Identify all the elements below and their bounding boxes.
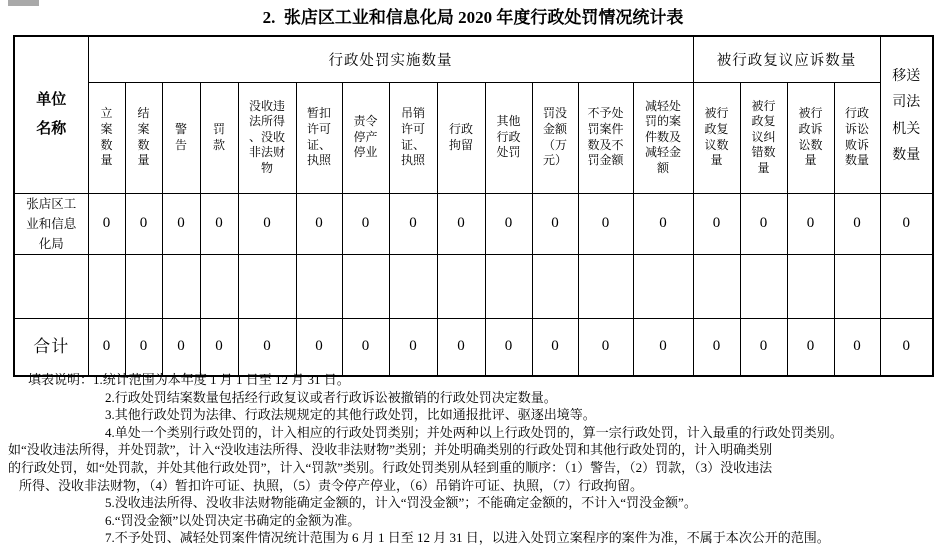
column-header-label: 吊销许可证、执照 [400,106,425,168]
column-header [200,82,238,193]
column-header-label: 责令停产停业 [353,114,378,160]
note-line: 3.其他行政处罚为法律、行政法规规定的其他行政处罚，比如通报批评、驱逐出境等。 [105,407,596,423]
value-cell: 0 [485,318,532,376]
value-cell: 0 [88,193,125,254]
value-cell: 0 [880,193,933,254]
value-cell: 0 [437,318,485,376]
note-line: 所得、没收非法财物，（4）暂扣许可证、执照，（5）责令停产停业，（6）吊销许可证、执照，（7）行政拘留。 [19,477,644,493]
column-header-label: 其他行政处罚 [496,114,521,160]
column-header [296,82,342,193]
value-cell [437,254,485,318]
value-cell: 0 [389,193,437,254]
value-cell [162,254,200,318]
value-cell: 0 [693,318,740,376]
value-cell: 0 [389,318,437,376]
value-cell: 0 [787,318,834,376]
column-header-label: 警告 [174,121,187,152]
table-row [14,193,933,254]
form-notes [8,371,942,547]
column-header [238,82,296,193]
transfer-judicial-header [880,36,933,193]
column-header [532,82,578,193]
column-header-label: 被行政诉讼数量 [798,106,823,168]
note-line: 如“没收违法所得，并处罚款”，计入“没收违法所得、没收非法财物”类别；并处明确类别的行政处罚和其他行政处罚的，计入明确类别 [8,442,773,458]
column-header [389,82,437,193]
value-cell: 0 [485,193,532,254]
column-header [485,82,532,193]
penalty-implementation-group-header: 行政处罚实施数量 [88,36,693,82]
value-cell: 0 [633,193,693,254]
value-cell: 0 [693,193,740,254]
review-litigation-group-header: 被行政复议应诉数量 [693,36,880,82]
column-header-label: 没收违法所得、没收非法财物 [248,98,285,175]
value-cell: 0 [296,193,342,254]
value-cell [342,254,389,318]
column-header-label: 被行政复议数量 [704,106,729,168]
value-cell [834,254,880,318]
column-header-label: 被行政复议纠错数量 [751,98,776,175]
column-header-label: 减轻处罚的案件数及减轻金额 [644,98,681,175]
value-cell: 0 [787,193,834,254]
column-header-label: 立案数量 [100,106,113,168]
note-line: 的行政处罚，如“处罚款，并处其他行政处罚”，计入“罚款”类别。行政处罚类别从轻到重的顺序：（1）警告，（2）罚款，（3）没收违法 [8,459,773,475]
unit-name-header-label: 单位名称 [36,91,67,137]
value-cell: 0 [532,318,578,376]
value-cell: 0 [532,193,578,254]
unit-name-text: 合计 [33,336,70,356]
column-header [578,82,633,193]
value-cell: 0 [834,318,880,376]
column-header [162,82,200,193]
value-cell [633,254,693,318]
value-cell [578,254,633,318]
value-cell [200,254,238,318]
column-header [88,82,125,193]
value-cell [693,254,740,318]
value-cell: 0 [740,318,787,376]
value-cell: 0 [437,193,485,254]
unit-name-cell [14,254,88,318]
column-header [342,82,389,193]
page-title: 2. 张店区工业和信息化局 2020 年度行政处罚情况统计表 [262,8,684,27]
table-row [14,254,933,318]
value-cell: 0 [880,318,933,376]
value-cell: 0 [162,318,200,376]
value-cell: 0 [200,318,238,376]
value-cell: 0 [238,318,296,376]
value-cell: 0 [342,318,389,376]
column-header-label: 不予处罚案件数及不罚金额 [587,106,624,168]
value-cell: 0 [578,193,633,254]
value-cell: 0 [162,193,200,254]
value-cell: 0 [125,193,162,254]
penalty-statistics-table [13,35,934,377]
column-header-label: 罚没金额（万元） [542,106,567,168]
note-line: 7.不予处罚、减轻处罚案件情况统计范围为 6 月 1 日至 12 月 31 日，以进入处罚立案程序的案件为准，不属于本次公开的范围。 [105,530,830,546]
note-line: 5.没收违法所得、没收非法财物能确定金额的，计入“罚没金额”；不能确定金额的，不计入“罚没金额”。 [105,495,697,511]
value-cell [389,254,437,318]
value-cell: 0 [740,193,787,254]
unit-name-cell [14,193,88,254]
value-cell: 0 [834,193,880,254]
column-header [834,82,880,193]
sub-header-row [14,82,933,193]
value-cell: 0 [633,318,693,376]
group-header-row [14,36,933,82]
note-line: 4.单处一个类别行政处罚的，计入相应的行政处罚类别；并处两种以上行政处罚的，算一宗行政处罚，计入最重的行政处罚类别。 [105,424,843,440]
column-header-label: 行政拘留 [448,121,473,152]
column-header-label: 结案数量 [137,106,150,168]
column-header [125,82,162,193]
value-cell: 0 [125,318,162,376]
value-cell [740,254,787,318]
value-cell [787,254,834,318]
total-label-cell [14,318,88,376]
unit-name-text: 张店区工业和信息化局 [26,196,77,251]
value-cell: 0 [296,318,342,376]
column-header [787,82,834,193]
unit-name-header [14,36,88,193]
transfer-judicial-header-label: 移送司法机关数量 [892,66,921,163]
value-cell [88,254,125,318]
value-cell [125,254,162,318]
column-header-label: 暂扣许可证、执照 [306,106,331,168]
note-line: 6.“罚没金额”以处罚决定书确定的金额为准。 [105,512,361,528]
column-header [633,82,693,193]
column-header-label: 罚款 [212,121,225,152]
note-line: 填表说明：1.统计范围为本年度 1 月 1 日至 12 月 31 日。 [28,372,350,387]
value-cell [532,254,578,318]
column-header-label: 行政诉讼败诉数量 [844,106,869,168]
value-cell: 0 [342,193,389,254]
value-cell: 0 [200,193,238,254]
value-cell [296,254,342,318]
column-header [693,82,740,193]
value-cell: 0 [238,193,296,254]
column-header [437,82,485,193]
value-cell: 0 [578,318,633,376]
note-line: 2.行政处罚结案数量包括经行政复议或者行政诉讼被撤销的行政处罚决定数量。 [105,389,557,405]
value-cell: 0 [88,318,125,376]
table-row [14,318,933,376]
column-header [740,82,787,193]
value-cell [485,254,532,318]
value-cell [238,254,296,318]
value-cell [880,254,933,318]
